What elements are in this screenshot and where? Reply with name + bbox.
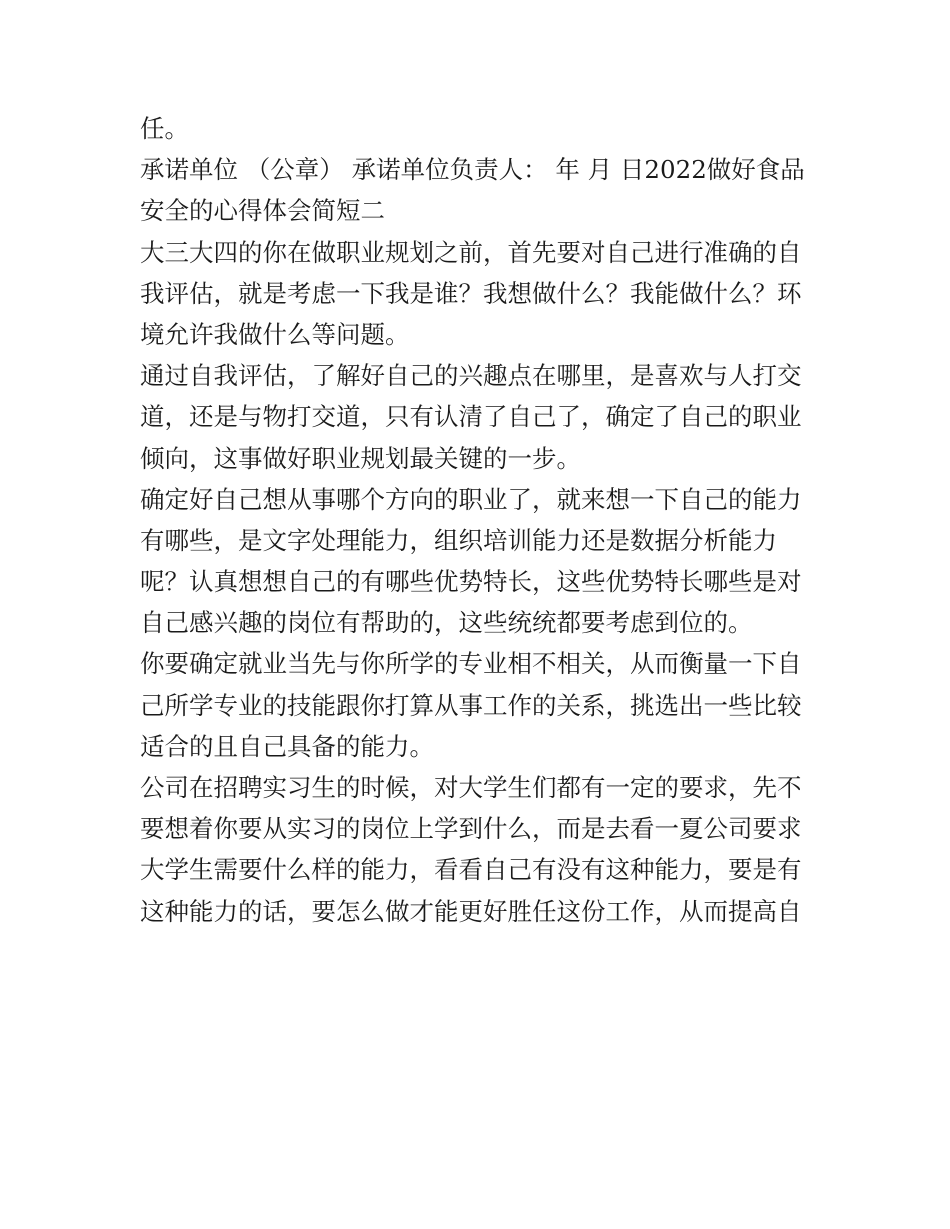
text-line: 安全的心得体会简短二 xyxy=(140,196,385,226)
text-line: 大学生需要什么样的能力，看看自己有没有这种能力，要是有 xyxy=(140,855,802,885)
text-line: 道，还是与物打交道，只有认清了自己了，确定了自己的职业 xyxy=(140,402,802,432)
text-line: 公司在招聘实习生的时候，对大学生们都有一定的要求，先不 xyxy=(140,773,802,802)
text-line: 大三大四的你在做职业规划之前，首先要对自己进行准确的自 xyxy=(140,237,802,267)
text-line: 自己感兴趣的岗位有帮助的，这些统统都要考虑到位的。 xyxy=(140,608,753,638)
text-line: 通过自我评估，了解好自己的兴趣点在哪里，是喜欢与人打交 xyxy=(140,361,802,391)
text-line: 任。 xyxy=(140,114,189,143)
text-line: 确定好自己想从事哪个方向的职业了，就来想一下自己的能力 xyxy=(140,484,802,514)
text-line: 你要确定就业当先与你所学的专业相不相关，从而衡量一下自 xyxy=(140,649,802,679)
text-line: 呢？认真想想自己的有哪些优势特长，这些优势特长哪些是对 xyxy=(140,567,802,597)
text-line: 己所学专业的技能跟你打算从事工作的关系，挑选出一些比较 xyxy=(140,690,802,720)
text-line: 有哪些，是文字处理能力，组织培训能力还是数据分析能力 xyxy=(140,525,777,555)
text-line: 适合的且自己具备的能力。 xyxy=(140,731,434,761)
document-body xyxy=(140,108,820,932)
text-line: 这种能力的话，要怎么做才能更好胜任这份工作，从而提高自 xyxy=(140,896,802,926)
text-line: 我评估，就是考虑一下我是谁？我想做什么？我能做什么？环 xyxy=(140,278,802,308)
text-line: 境允许我做什么等问题。 xyxy=(140,319,410,349)
text-line: 承诺单位 （公章） 承诺单位负责人： 年 月 日2022做好食品 xyxy=(140,155,805,185)
text-line: 倾向，这事做好职业规划最关键的一步。 xyxy=(140,443,581,473)
text-line: 要想着你要从实习的岗位上学到什么，而是去看一夏公司要求 xyxy=(140,814,802,844)
